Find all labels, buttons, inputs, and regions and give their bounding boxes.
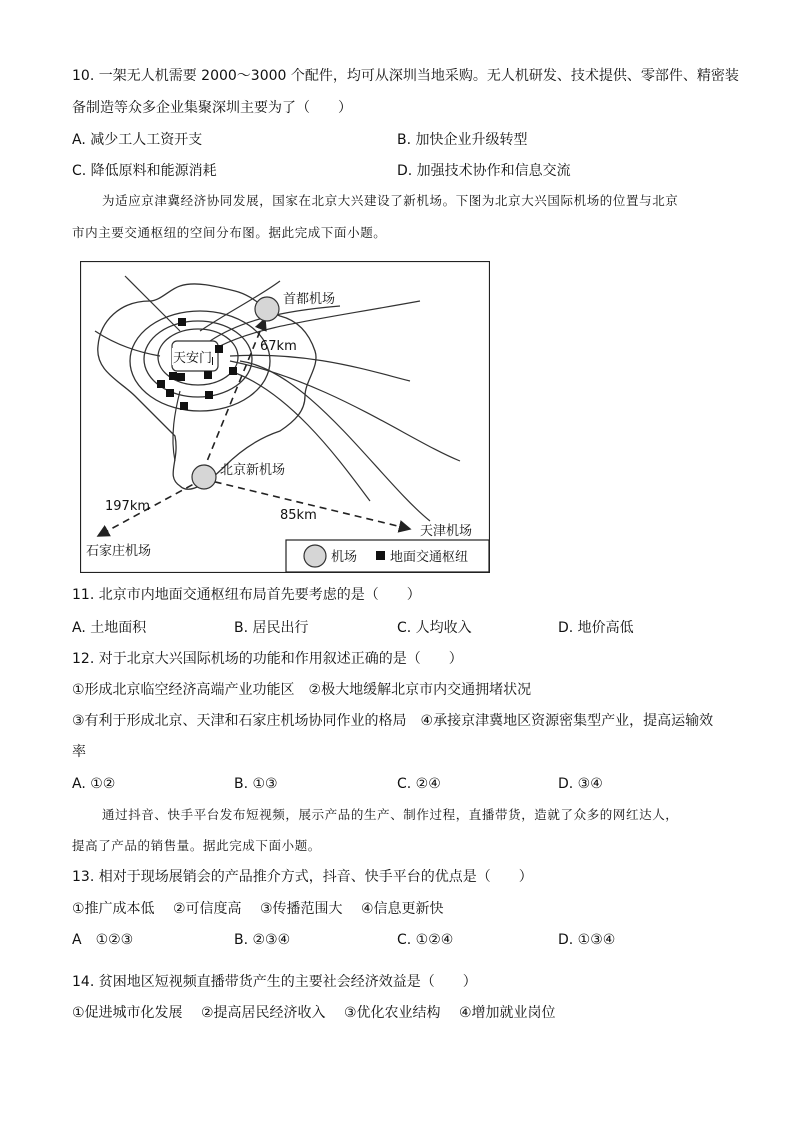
passage2-line1: 通过抖音、快手平台发布短视频，展示产品的生产、制作过程，直播带货，造就了众多的网红达人， [102,807,679,822]
capital-airport-label: 首都机场 [283,292,336,307]
q13-option-b: B. ②③④ [234,932,291,948]
distance-tianjin-label: 85km [280,508,317,523]
q13-option-a: A ①②③ [72,932,134,948]
shijiazhuang-airport-label: 石家庄机场 [86,544,152,559]
q10-option-c: C. 降低原料和能源消耗 [72,163,217,179]
q11-stem: 11. 北京市内地面交通枢纽布局首先要考虑的是（ ） [72,587,421,603]
hub-marker [166,389,174,397]
q10-stem-line1: 10. 一架无人机需要 2000～3000 个配件，均可从深圳当地采购。无人机研发、技术提供、零部件、精密装 [72,68,739,84]
hub-marker [177,373,185,381]
q11-option-b: B. 居民出行 [234,620,309,636]
distance-shijiazhuang-label: 197km [105,499,151,514]
q12-items-line1: ①形成北京临空经济高端产业功能区 ②极大地缓解北京市内交通拥堵状况 [72,682,532,698]
hub-marker [215,345,223,353]
capital-airport-marker [255,297,279,321]
q12-option-d: D. ③④ [558,776,603,792]
tianjin-airport-label: 天津机场 [420,524,473,539]
legend-hub-icon [376,551,385,560]
q10-option-d: D. 加强技术协作和信息交流 [397,163,571,179]
q12-option-c: C. ②④ [397,776,441,792]
hub-marker [204,371,212,379]
beijing-airport-map [80,261,490,573]
q12-items-line2: ③有利于形成北京、天津和石家庄机场协同作业的格局 ④承接京津冀地区资源密集型产业，提高运输效 [72,713,714,729]
legend-hub-label: 地面交通枢纽 [390,550,469,565]
legend-airport-label: 机场 [331,550,358,565]
q11-option-d: D. 地价高低 [558,620,634,636]
q11-option-c: C. 人均收入 [397,620,472,636]
hub-marker [229,367,237,375]
q10-option-a: A. 减少工人工资开支 [72,132,203,148]
passage1-line1: 为适应京津冀经济协同发展，国家在北京大兴建设了新机场。下图为北京大兴国际机场的位置与北京 [102,193,679,208]
q14-stem: 14. 贫困地区短视频直播带货产生的主要社会经济效益是（ ） [72,974,477,990]
q10-stem-line2: 备制造等众多企业集聚深圳主要为了（ ） [72,100,352,116]
q12-items-line3: 率 [72,744,86,760]
q11-option-a: A. 土地面积 [72,620,147,636]
q13-items: ①推广成本低 ②可信度高 ③传播范围大 ④信息更新快 [72,901,444,917]
new-airport-marker [192,465,216,489]
q13-option-d: D. ①③④ [558,932,616,948]
q10-option-b: B. 加快企业升级转型 [397,132,528,148]
distance-capital-label: 67km [260,339,297,354]
new-airport-label: 北京新机场 [220,463,286,478]
q13-option-c: C. ①②④ [397,932,454,948]
hub-marker [180,402,188,410]
q12-option-a: A. ①② [72,776,116,792]
q12-option-b: B. ①③ [234,776,278,792]
tiananmen-label: 天安门 [173,351,213,366]
hub-marker [169,372,177,380]
map-svg [80,261,490,573]
passage1-line2: 市内主要交通枢纽的空间分布图。据此完成下面小题。 [72,225,387,240]
legend-airport-icon [304,545,326,567]
q14-items: ①促进城市化发展 ②提高居民经济收入 ③优化农业结构 ④增加就业岗位 [72,1005,556,1021]
hub-marker [205,391,213,399]
hub-marker [178,318,186,326]
passage2-line2: 提高了产品的销售量。据此完成下面小题。 [72,838,321,853]
q13-stem: 13. 相对于现场展销会的产品推介方式，抖音、快手平台的优点是（ ） [72,869,533,885]
hub-marker [157,380,165,388]
q12-stem: 12. 对于北京大兴国际机场的功能和作用叙述正确的是（ ） [72,651,463,667]
